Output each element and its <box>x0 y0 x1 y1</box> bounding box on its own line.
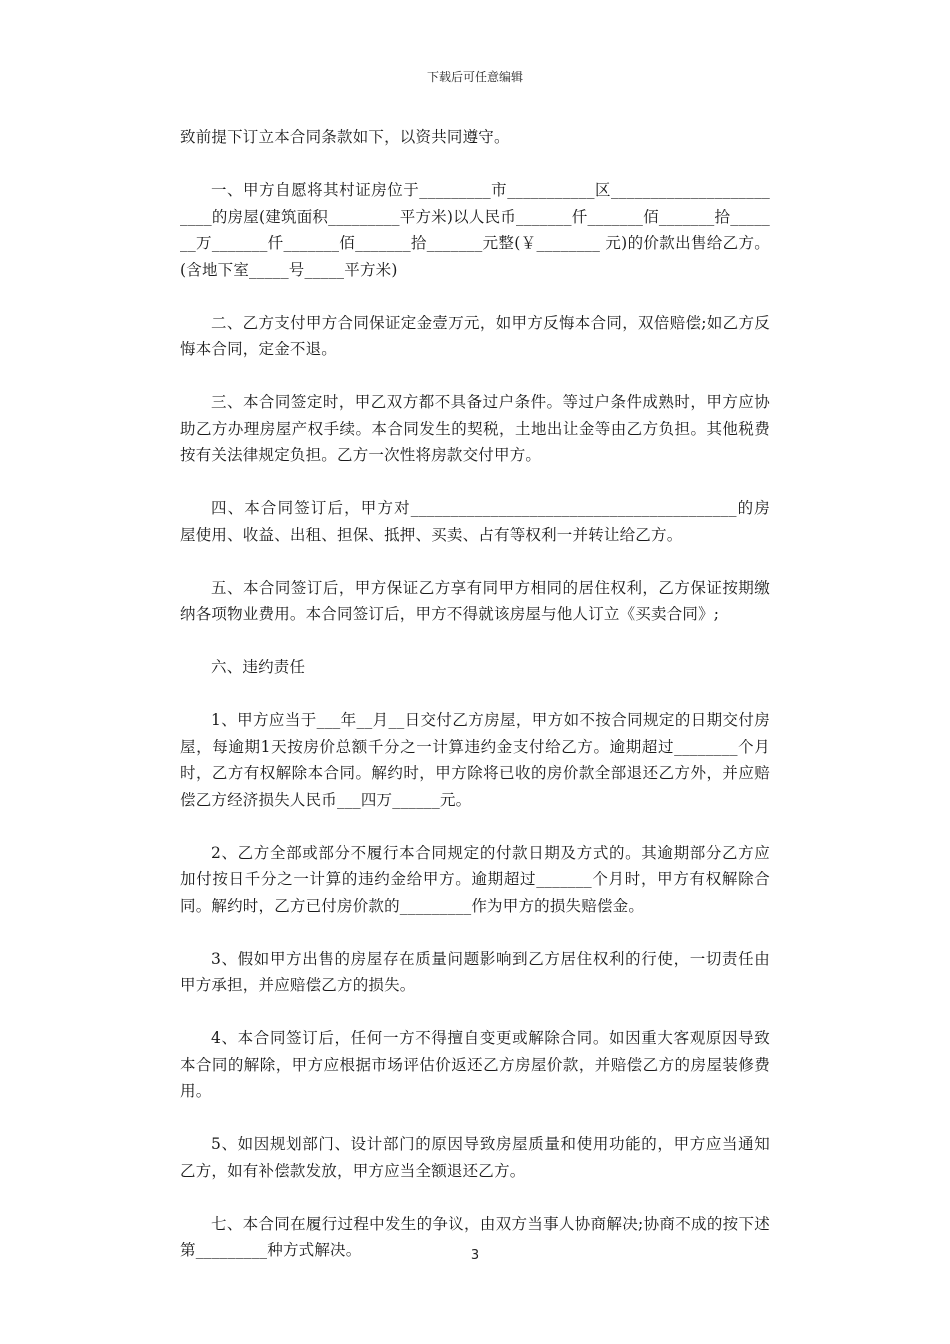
document-body <box>180 124 770 1290</box>
paragraph-clause-4: 四、本合同签订后，甲方对_________________________________________的房屋使用、收益、出租、担保、抵押、买卖、占有等权利一并转让给乙方。 <box>180 499 770 544</box>
paragraph-liability-2: 2、乙方全部或部分不履行本合同规定的付款日期及方式的。其逾期部分乙方应加付按日千分之一计算的违约金给甲方。逾期超过_______个月时，甲方有权解除合同。解约时，乙方已付房价款的_________作为甲方的损失赔偿金。 <box>180 843 770 915</box>
paragraph-liability-5: 5、如因规划部门、设计部门的原因导致房屋质量和使用功能的，甲方应当通知乙方，如有补偿款发放，甲方应当全额退还乙方。 <box>180 1135 770 1180</box>
paragraph-clause-2: 二、乙方支付甲方合同保证定金壹万元，如甲方反悔本合同，双倍赔偿;如乙方反悔本合同，定金不退。 <box>180 313 770 358</box>
page-number: 3 <box>470 1248 480 1263</box>
paragraph-clause-3: 三、本合同签定时，甲乙双方都不具备过户条件。等过户条件成熟时，甲方应协助乙方办理房屋产权手续。本合同发生的契税，土地出让金等由乙方负担。其他税费按有关法律规定负担。乙方一次性将房款交付甲方。 <box>180 393 770 464</box>
paragraph-liability-4: 4、本合同签订后，任何一方不得擅自变更或解除合同。如因重大客观原因导致本合同的解除，甲方应根据市场评估价返还乙方房屋价款，并赔偿乙方的房屋装修费用。 <box>180 1029 770 1100</box>
paragraph-intro: 致前提下订立本合同条款如下，以资共同遵守。 <box>180 128 510 146</box>
paragraph-clause-1: 一、甲方自愿将其村证房位于_________市___________区________________________的房屋(建筑面积_________平方米)以人民币_______仟_______佰_______拾_______万_______仟_______佰_______拾_______元整(￥________ 元)的价款出售给乙方。(含地下室_____号_____平方米) <box>180 181 770 279</box>
paragraph-clause-5: 五、本合同签订后，甲方保证乙方享有同甲方相同的居住权利，乙方保证按期缴纳各项物业费用。本合同签订后，甲方不得就该房屋与他人订立《买卖合同》; <box>180 578 770 623</box>
paragraph-clause-7: 七、本合同在履行过程中发生的争议，由双方当事人协商解决;协商不成的按下述第_________种方式解决。 <box>180 1214 770 1259</box>
section-heading-liability: 六、违约责任 <box>211 658 306 676</box>
paragraph-liability-1: 1、甲方应当于___年__月__日交付乙方房屋，甲方如不按合同规定的日期交付房屋，每逾期1天按房价总额千分之一计算违约金支付给乙方。逾期超过________个月时，乙方有权解除本合同。解约时，甲方除将已收的房价款全部退还乙方外，并应赔偿乙方经济损失人民币___四万______元。 <box>180 711 770 809</box>
page-header: 下载后可任意编辑 <box>426 70 523 84</box>
paragraph-liability-3: 3、假如甲方出售的房屋存在质量问题影响到乙方居住权利的行使，一切责任由甲方承担，并应赔偿乙方的损失。 <box>180 949 770 994</box>
